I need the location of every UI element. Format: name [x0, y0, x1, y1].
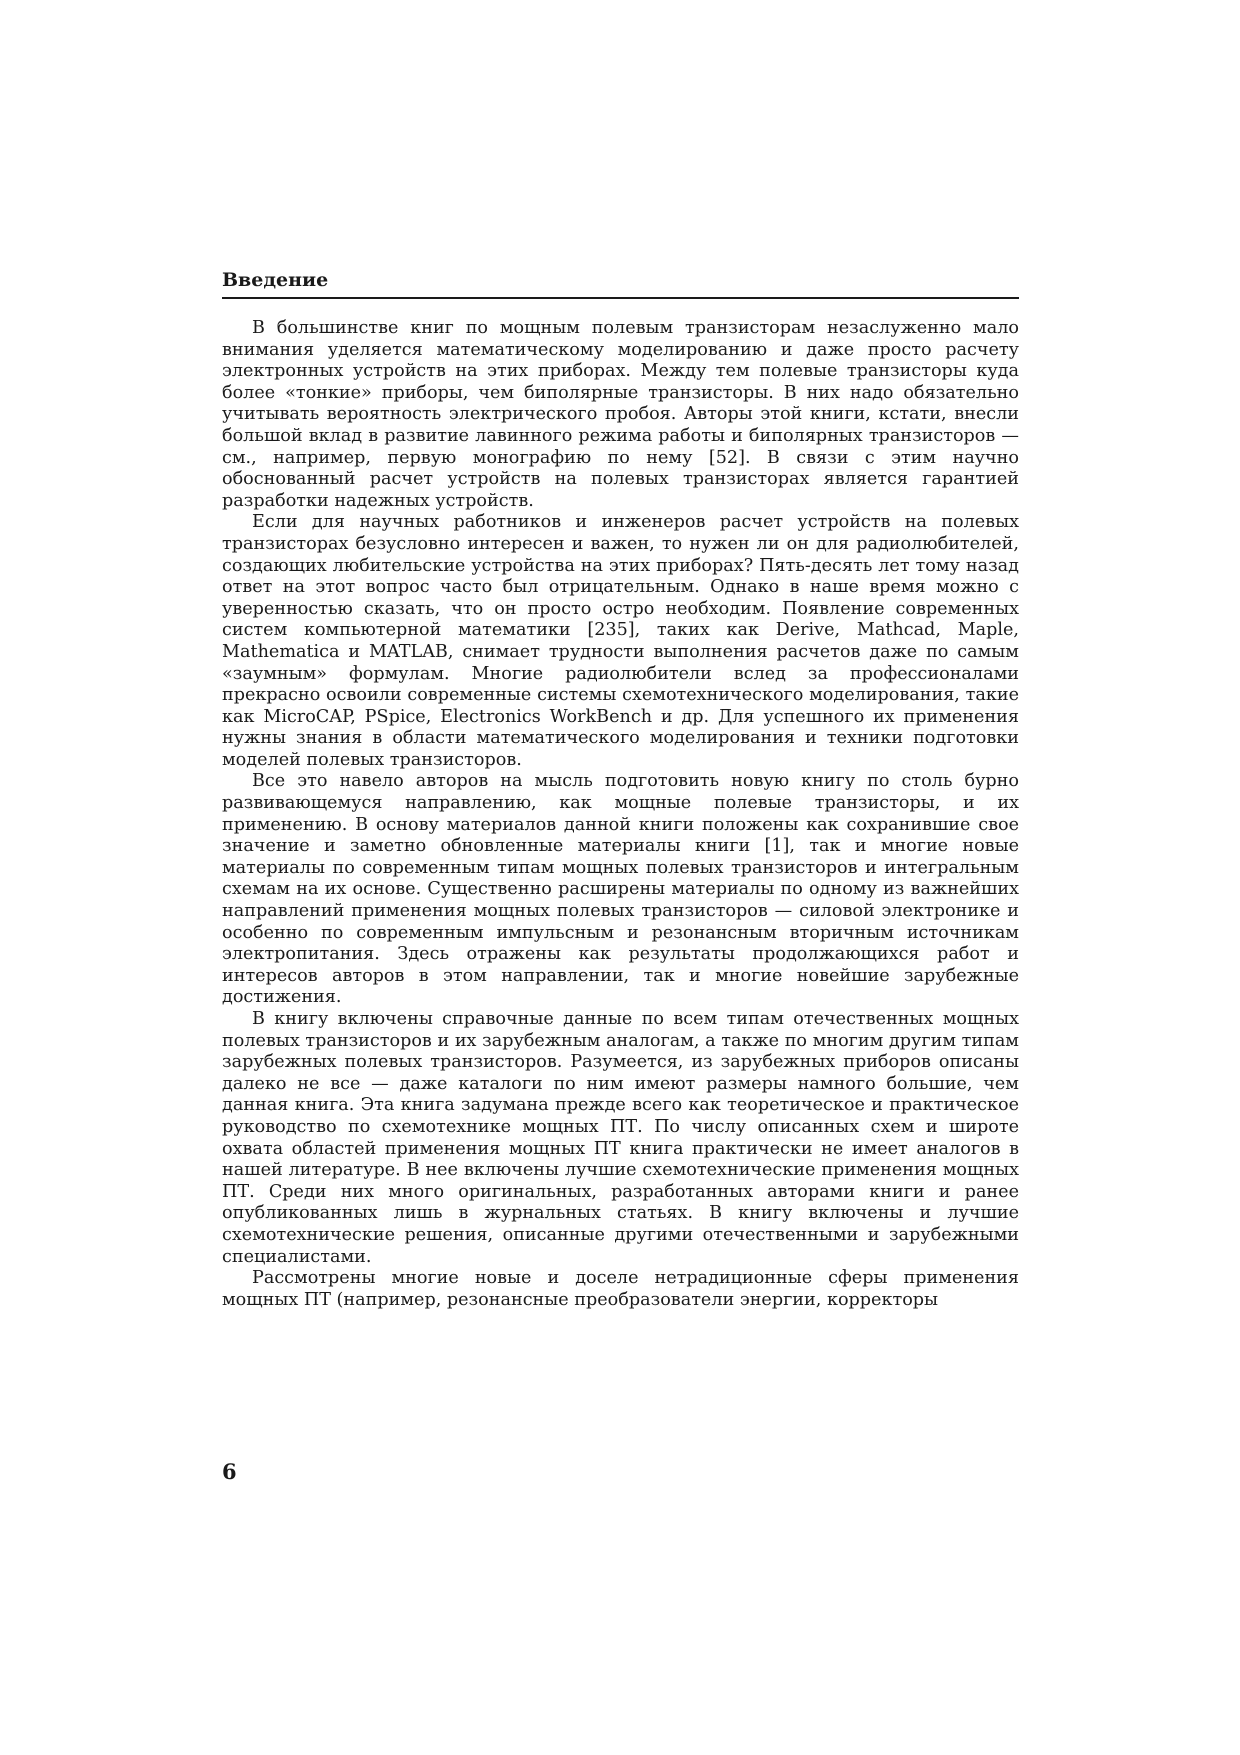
running-head-title: Введение: [222, 268, 1019, 299]
paragraph-2: Если для научных работников и инженеров расчет устройств на полевых транзисторах безусловно интересен и важен, то нужен ли он для радиолюбителей, создающих любительские устройства на этих приборах? Пять-десять лет тому назад ответ на этот вопрос часто был отрицательным. Однако в наше время можно с уверенностью сказать, что он просто остро необходим. Появление современных систем компьютерной математики [235], таких как Derive, Mathcad, Maple, Mathematica и MATLAB, снимает трудности выполнения расчетов даже по самым «заумным» формулам. Многие радиолюбители вслед за профессионалами прекрасно освоили современные системы схемотехнического моделирования, такие как MicroCAP, PSpice, Electronics WorkBench и др. Для успешного их применения нужны знания в области математического моделирования и техники подготовки моделей полевых транзисторов.: [222, 512, 1019, 770]
paragraph-1: В большинстве книг по мощным полевым транзисторам незаслуженно мало внимания уделяется математическому моделированию и даже просто расчету электронных устройств на этих приборах. Между тем полевые транзисторы куда более «тонкие» приборы, чем биполярные транзисторы. В них надо обязательно учитывать вероятность электрического пробоя. Авторы этой книги, кстати, внесли большой вклад в развитие лавинного режима работы и биполярных транзисторов — см., например, первую монографию по нему [52]. В связи с этим научно обоснованный расчет устройств на полевых транзисторах является гарантией разработки надежных устройств.: [222, 318, 1019, 511]
paragraph-4: В книгу включены справочные данные по всем типам отечественных мощных полевых транзисторов и их зарубежным аналогам, а также по многим другим типам зарубежных полевых транзисторов. Разумеется, из зарубежных приборов описаны далеко не все — даже каталоги по ним имеют размеры намного большие, чем данная книга. Эта книга задумана прежде всего как теоретическое и практическое руководство по схемотехнике мощных ПТ. По числу описанных схем и широте охвата областей применения мощных ПТ книга практически не имеет аналогов в нашей литературе. В нее включены лучшие схемотехнические применения мощных ПТ. Среди них много оригинальных, разработанных авторами книги и ранее опубликованных лишь в журнальных статьях. В книгу включены и лучшие схемотехнические решения, описанные другими отечественными и зарубежными специалистами.: [222, 1009, 1019, 1267]
body-text: [222, 318, 1019, 1311]
paragraph-5: Рассмотрены многие новые и доселе нетрадиционные сферы применения мощных ПТ (например, резонансные преобразователи энергии, корректоры: [222, 1268, 1019, 1310]
page-content: [222, 268, 1019, 1311]
page-number: 6: [222, 1459, 237, 1484]
paragraph-3: Все это навело авторов на мысль подготовить новую книгу по столь бурно развивающемуся направлению, как мощные полевые транзисторы, и их применению. В основу материалов данной книги положены как сохранившие свое значение и заметно обновленные материалы книги [1], так и многие новые материалы по современным типам мощных полевых транзисторов и интегральным схемам на их основе. Существенно расширены материалы по одному из важнейших направлений применения мощных полевых транзисторов — силовой электронике и особенно по современным импульсным и резонансным вторичным источникам электропитания. Здесь отражены как результаты продолжающихся работ и интересов авторов в этом направлении, так и многие новейшие зарубежные достижения.: [222, 771, 1019, 1008]
